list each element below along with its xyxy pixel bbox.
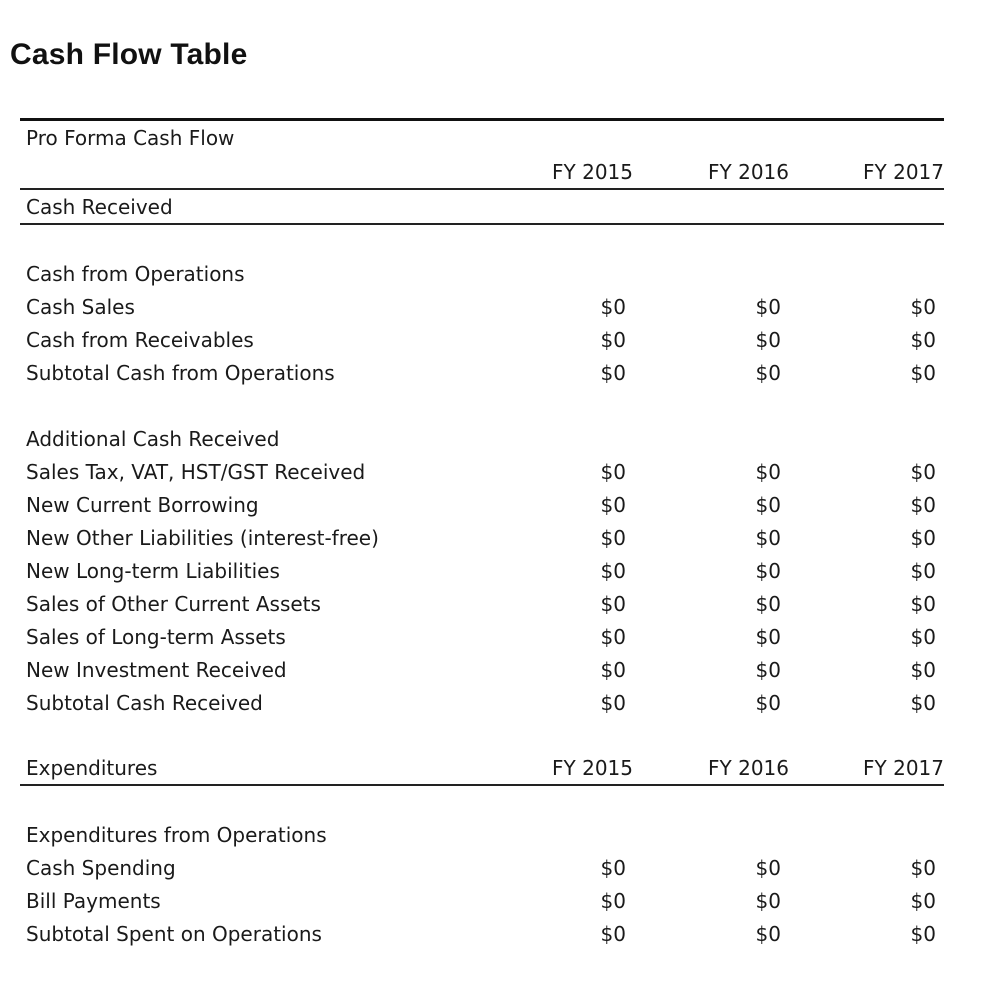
row-value: $0 [755, 922, 781, 946]
row-value: $0 [600, 526, 626, 550]
row-label: Subtotal Cash Received [26, 691, 263, 715]
table-row [20, 852, 944, 885]
row-value: $0 [755, 592, 781, 616]
table-row [20, 522, 944, 555]
table-row [20, 555, 944, 588]
header-rule [20, 188, 944, 190]
table-top-rule [20, 118, 944, 121]
table-row [20, 885, 944, 918]
table-row [20, 489, 944, 522]
column-header: FY 2016 [708, 756, 789, 780]
row-value: $0 [755, 460, 781, 484]
row-value: $0 [600, 889, 626, 913]
table-row [20, 918, 944, 951]
row-value: $0 [600, 658, 626, 682]
row-label: New Current Borrowing [26, 493, 259, 517]
row-value: $0 [910, 493, 936, 517]
group-heading: Additional Cash Received [26, 427, 280, 451]
row-value: $0 [755, 625, 781, 649]
row-value: $0 [755, 526, 781, 550]
row-value: $0 [910, 889, 936, 913]
row-value: $0 [910, 658, 936, 682]
row-value: $0 [910, 922, 936, 946]
section-header: Expenditures [26, 756, 158, 780]
row-value: $0 [755, 328, 781, 352]
row-value: $0 [755, 559, 781, 583]
table-row [20, 654, 944, 687]
row-label: Cash Spending [26, 856, 176, 880]
row-value: $0 [600, 460, 626, 484]
section-header-row [20, 752, 944, 785]
row-label: New Long-term Liabilities [26, 559, 280, 583]
row-value: $0 [910, 592, 936, 616]
group-heading-row [20, 258, 944, 291]
row-label: New Other Liabilities (interest-free) [26, 526, 379, 550]
row-value: $0 [600, 559, 626, 583]
row-value: $0 [910, 625, 936, 649]
row-value: $0 [600, 493, 626, 517]
section-rule [20, 784, 944, 786]
row-value: $0 [910, 856, 936, 880]
row-value: $0 [910, 691, 936, 715]
row-label: Subtotal Spent on Operations [26, 922, 322, 946]
row-value: $0 [910, 526, 936, 550]
row-label: Sales Tax, VAT, HST/GST Received [26, 460, 366, 484]
group-heading-row [20, 819, 944, 852]
table-heading: Pro Forma Cash Flow [26, 126, 235, 150]
row-label: Sales of Long-term Assets [26, 625, 286, 649]
column-header: FY 2017 [863, 756, 944, 780]
group-heading: Cash from Operations [26, 262, 245, 286]
row-value: $0 [910, 559, 936, 583]
table-heading-row [20, 122, 944, 155]
row-value: $0 [755, 493, 781, 517]
row-value: $0 [600, 625, 626, 649]
table-row [20, 324, 944, 357]
row-value: $0 [755, 691, 781, 715]
row-label: New Investment Received [26, 658, 287, 682]
row-value: $0 [755, 361, 781, 385]
row-label: Bill Payments [26, 889, 161, 913]
page-title: Cash Flow Table [10, 38, 248, 71]
row-value: $0 [755, 889, 781, 913]
table-row [20, 357, 944, 390]
group-heading-row [20, 423, 944, 456]
column-header: FY 2016 [708, 160, 789, 184]
column-header: FY 2015 [552, 160, 633, 184]
table-row [20, 588, 944, 621]
row-value: $0 [600, 922, 626, 946]
table-row [20, 456, 944, 489]
row-value: $0 [600, 691, 626, 715]
row-value: $0 [600, 361, 626, 385]
row-label: Subtotal Cash from Operations [26, 361, 335, 385]
row-value: $0 [600, 295, 626, 319]
column-header: FY 2017 [863, 160, 944, 184]
row-value: $0 [600, 856, 626, 880]
section-header: Cash Received [26, 195, 173, 219]
row-value: $0 [910, 361, 936, 385]
row-value: $0 [755, 295, 781, 319]
group-heading: Expenditures from Operations [26, 823, 327, 847]
table-row [20, 291, 944, 324]
column-header-row [20, 156, 944, 189]
row-value: $0 [910, 328, 936, 352]
row-value: $0 [910, 460, 936, 484]
column-header: FY 2015 [552, 756, 633, 780]
row-label: Cash from Receivables [26, 328, 254, 352]
section-header-row [20, 191, 944, 224]
row-value: $0 [755, 658, 781, 682]
table-row [20, 687, 944, 720]
row-value: $0 [755, 856, 781, 880]
section-rule [20, 223, 944, 225]
row-label: Sales of Other Current Assets [26, 592, 321, 616]
row-value: $0 [600, 592, 626, 616]
row-value: $0 [600, 328, 626, 352]
row-label: Cash Sales [26, 295, 135, 319]
table-row [20, 621, 944, 654]
row-value: $0 [910, 295, 936, 319]
